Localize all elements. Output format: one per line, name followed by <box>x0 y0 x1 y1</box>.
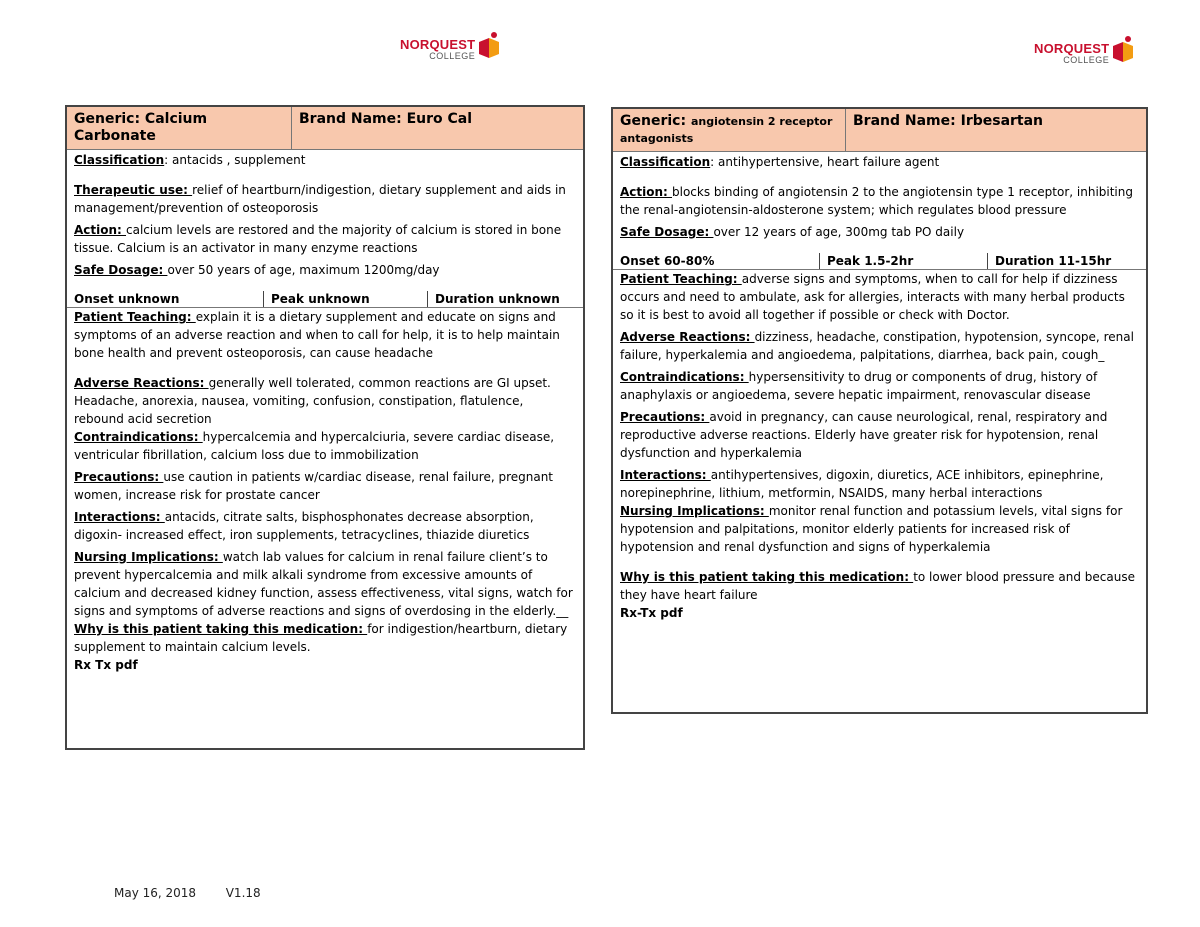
adverse-reactions: Adverse Reactions: generally well tolerated, common reactions are GI upset. Headache, anorexia, nausea, vomiting, confusion, constipation, flatulence, rebound acid secretion <box>74 376 551 426</box>
norquest-logo-left <box>400 38 501 62</box>
peak: Peak unknown <box>263 291 427 307</box>
logo-name: NORQUEST <box>1034 41 1110 56</box>
logo-name: NORQUEST <box>400 37 476 52</box>
precautions: Precautions: avoid in pregnancy, can cause neurological, renal, respiratory and reproductive adverse reactions. Elderly have greater risk for hypotension, renal dysfunction and hyperkalemia <box>620 410 1108 460</box>
onset: Onset unknown <box>74 292 180 306</box>
action: Action: blocks binding of angiotensin 2 to the angiotensin type 1 receptor, inhibiting the renal-angiotensin-aldosterone system; which regulates blood pressure <box>620 185 1133 217</box>
footer-date: May 16, 2018 <box>114 886 197 900</box>
precautions: Precautions: use caution in patients w/cardiac disease, renal failure, pregnant women, increase risk for prostate cancer <box>74 470 554 502</box>
drug-card-irbesartan <box>611 107 1148 714</box>
contraindications: Contraindications: hypersensitivity to drug or components of drug, history of anaphylaxis or angioedema, severe hepatic impairment, renovascular disease <box>620 370 1098 402</box>
classification: Classification: antihypertensive, heart failure agent <box>620 155 940 169</box>
contraindications: Contraindications: hypercalcemia and hypercalciuria, severe cardiac disease, ventricular fibrillation, calcium loss due to immobilization <box>74 430 555 462</box>
patient-teaching: Patient Teaching: explain it is a dietary supplement and educate on signs and symptoms of an adverse reaction and when to call for help, it is to help maintain bone health and prevent osteoporosis, can cause headache <box>74 310 560 360</box>
onset-row <box>67 291 583 308</box>
adverse-reactions: Adverse Reactions: dizziness, headache, constipation, hypotension, syncope, renal failure, hyperkalemia and angioedema, palpitations, diarrhea, back pain, cough_ <box>620 330 1134 362</box>
safe-dosage: Safe Dosage: over 50 years of age, maximum 1200mg/day <box>74 263 440 277</box>
classification: Classification: antacids , supplement <box>74 153 306 167</box>
interactions: Interactions: antacids, citrate salts, bisphosphonates decrease absorption, digoxin- increased effect, iron supplements, tetracyclines, thiazide diuretics <box>74 510 534 542</box>
why-taking: Why is this patient taking this medication: for indigestion/heartburn, dietary supplement to maintain calcium levels. <box>74 622 568 654</box>
logo-sub: COLLEGE <box>429 51 476 61</box>
drug-card-calcium-carbonate <box>65 105 585 750</box>
card-header <box>613 109 1146 152</box>
action: Action: calcium levels are restored and the majority of calcium is stored in bone tissue. Calcium is an activator in many enzyme reactions <box>74 223 562 255</box>
duration: Duration unknown <box>427 291 567 307</box>
therapeutic-use: Therapeutic use: relief of heartburn/indigestion, dietary supplement and aids in management/prevention of osteoporosis <box>74 183 566 215</box>
generic-name: Generic: Calcium Carbonate <box>67 107 292 149</box>
reference: Rx-Tx pdf <box>620 606 683 620</box>
brand-name: Brand Name: Irbesartan <box>853 113 1044 129</box>
why-taking: Why is this patient taking this medication: to lower blood pressure and because they have heart failure <box>620 570 1135 602</box>
norquest-logo-right <box>1034 42 1135 66</box>
patient-teaching: Patient Teaching: adverse signs and symptoms, when to call for help if dizziness occurs and need to ambulate, ask for allergies, interacts with many herbal products so it is best to avoid all together if possible or check with Doctor. <box>620 272 1125 322</box>
logo-mark-icon <box>1111 36 1135 66</box>
generic-name: Generic: angiotensin 2 receptor antagonists <box>613 109 846 151</box>
brand-name: Brand Name: Euro Cal <box>299 111 473 127</box>
peak: Peak 1.5-2hr <box>819 253 987 269</box>
nursing-implications: Nursing Implications: monitor renal function and potassium levels, vital signs for hypotension and palpitations, monitor elderly patients for increased risk of hypotension and renal dysfunction and signs of hyperkalemia <box>620 504 1123 554</box>
duration: Duration 11-15hr <box>987 253 1118 269</box>
safe-dosage: Safe Dosage: over 12 years of age, 300mg tab PO daily <box>620 225 965 239</box>
card-header <box>67 107 583 150</box>
nursing-implications: Nursing Implications: watch lab values for calcium in renal failure client’s to prevent hypercalcemia and milk alkali syndrome from excessive amounts of calcium and decreased kidney function, assess effectiveness, vital signs, watch for signs and symptoms of adverse reactions and signs of overdosing in the elderly.__ <box>74 550 573 618</box>
interactions: Interactions: antihypertensives, digoxin, diuretics, ACE inhibitors, epinephrine, norepinephrine, lithium, metformin, NSAIDS, many herbal interactions <box>620 468 1104 500</box>
logo-mark-icon <box>477 32 501 62</box>
onset: Onset 60-80% <box>620 254 715 268</box>
reference: Rx Tx pdf <box>74 658 138 672</box>
onset-row <box>613 253 1146 270</box>
page-footer <box>114 886 261 900</box>
footer-version: V1.18 <box>225 886 261 900</box>
logo-sub: COLLEGE <box>1063 55 1110 65</box>
